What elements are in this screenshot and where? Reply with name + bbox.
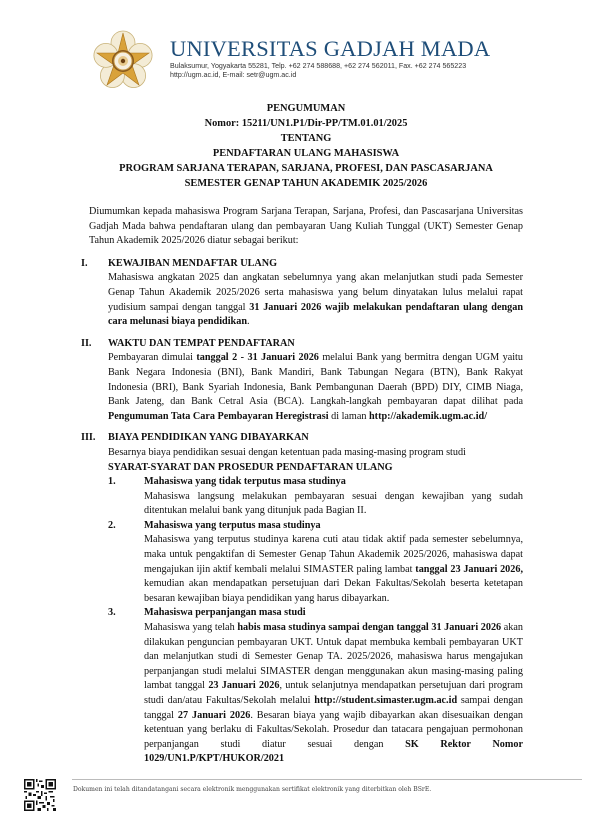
body-text: Mahasiswa yang telah [144,622,238,634]
body-bold-text: tanggal 2 - 31 Januari 2026 [196,352,319,364]
intro-paragraph: Diumumkan kepada mahasiswa Program Sarjana Terapan, Sarjana, Profesi, dan Pascasarjana Universitas Gadjah Mada bahwa pendaftaran ulang dan pembayaran Uang Kuliah Tunggal (UKT) Semester Genap Tahun Akademik 2025/2026 diatur sebagai berikut: [89,206,523,247]
body-text: Mahasiswa angkatan 2025 dan angkatan sebelumnya yang akan melanjutkan studi pada Semester Genap Tahun Akademik 2025/2026 serta mahasiswa yang belum dinyatakan lulus melalui rapat yudisium sampai dengan tanggal [108,272,523,313]
section-title: BIAYA PENDIDIKAN YANG DIBAYARKAN [108,432,309,444]
university-name: UNIVERSITAS GADJAH MADA [170,36,491,61]
list-number: 3. [108,607,116,619]
list-item-title: Mahasiswa perpanjangan masa studi [144,607,306,619]
body-text: . Besaran biaya yang wajib dibayarkan akan disesuaikan dengan ketentuan yang berlaku di Fakultas/Sekolah. Prosedur dan tatacara pengajuan permohonan perpanjangan studi diatur sesuai dengan [144,709,524,750]
footer [0,779,612,819]
section-title: KEWAJIBAN MENDAFTAR ULANG [108,257,278,269]
footer-divider [72,779,582,780]
section-number: II. [81,337,92,349]
body-text: melalui Bank yang bermitra dengan UGM yaitu Bank Negara Indonesia (BNI), Bank Mandiri, Bank Tabungan Negara (BTN), Bank Rakyat Indonesia (BRI), Bank Syariah Indonesia, Bank Pembangunan Daerah (BPD) DIY, CIMB Niaga, Bank Jateng, dan Bank Cetral Asia (BCA). Langkah-langkah pembayaran dapat dilihat pada [108,352,523,408]
body-text: kemudian akan mendapatkan persetujuan dari Dekan Fakultas/Sekolah beserta ketetapan besaran kewajiban biaya pendidikan yang harus dibayarkan. [144,578,523,604]
list-item [108,519,523,607]
section-number: III. [81,432,96,444]
heading-title: PENGUMUMAN [266,103,346,114]
section-kewajiban [81,257,523,330]
section-number: I. [81,257,88,269]
document-body [81,205,524,767]
body-text: di laman [328,410,370,422]
list-item-title: Mahasiswa yang terputus masa studinya [144,519,321,531]
body-bold-text: 31 Januari 2026 wajib melakukan pendaftaran ulang dengan cara melunasi biaya pendidikan [108,301,523,328]
body-text: Pembayaran dimulai [108,352,197,364]
body-bold-text: 27 Januari 2026 [177,709,251,721]
simaster-link[interactable]: http://student.simaster.ugm.ac.id [314,695,458,706]
heading-subject: PENDAFTARAN ULANG MAHASISWA [212,148,400,159]
body-bold-text: habis masa studinya sampai dengan tanggal 31 Januari 2026 [237,622,502,634]
body-bold-text: Pengumuman Tata Cara Pembayaran Heregistrasi [108,410,329,422]
list-item-body [144,533,523,606]
e-signature-note: Dokumen ini telah ditandatangani secara elektronik menggunakan sertifikat elektronik yang diterbitkan oleh BSrE. [73,785,432,793]
list-item-body [144,621,523,767]
contact-line: http://ugm.ac.id, E-mail: setr@ugm.ac.id [170,71,297,79]
body-bold-text: tanggal 23 Januari 2026, [415,563,524,575]
section-title: WAKTU DAN TEMPAT PENDAFTARAN [108,337,295,349]
list-number: 2. [108,519,116,531]
list-item-body: Mahasiswa langsung melakukan pembayaran sesuai dengan kewajiban yang sudah ditentukan melalui bank yang ditunjuk pada Bagian II. [144,490,523,517]
body-text: sampai dengan tanggal [144,695,523,721]
letterhead [88,28,558,92]
body-text: , untuk selanjutnya mendapatkan persetujuan dari program studi dan/atau Fakultas/Sekolah melalui [144,680,523,706]
section-body [108,271,523,329]
body-text: . [246,316,250,328]
section-body: Besarnya biaya pendidikan sesuai dengan ketentuan pada masing-masing program studi [108,446,466,458]
list-number: 1. [108,476,116,488]
akademik-link[interactable]: http://akademik.ugm.ac.id/ [369,410,488,422]
address-line: Bulaksumur, Yogyakarta 55281, Telp. +62 274 588688, +62 274 562011, Fax. +62 274 565223 [170,62,467,70]
heading-number: Nomor: 15211/UN1.P1/Dir-PP/TM.01.01/2025 [204,118,408,129]
procedure-subheading: SYARAT-SYARAT DAN PROSEDUR PENDAFTARAN ULANG [108,461,393,473]
list-item [108,606,523,767]
list-item-title: Mahasiswa yang tidak terputus masa studinya [144,476,346,488]
heading-about: TENTANG [280,133,332,144]
announcement-heading [60,101,552,191]
qr-code-icon [24,779,56,811]
section-biaya [81,431,524,767]
body-bold-text: 23 Januari 2026 [208,680,280,692]
heading-semester: SEMESTER GENAP TAHUN AKADEMIK 2025/2026 [184,178,428,189]
ugm-emblem-icon [92,30,154,92]
heading-programs: PROGRAM SARJANA TERAPAN, SARJANA, PROFESI, DAN PASCASARJANA [119,163,493,174]
body-bold-text: SK Rektor Nomor 1029/UN1.P/KPT/HUKOR/2021 [144,738,523,765]
section-waktu [81,337,523,425]
section-body [108,351,523,424]
list-item [108,475,523,519]
body-text: akan dilakukan penguncian pembayaran UKT. Untuk dapat membuka kembali pembayaran UKT dan melanjutkan studi di Semester Genap TA. 2025/2026, mahasiswa harus mengajukan perpanjangan studi melalui SIMASTER dengan menggunakan akun masing-masing paling lambat tanggal [144,622,524,692]
body-text: Mahasiswa yang terputus studinya karena cuti atau tidak aktif pada semester sebelumnya, maka untuk pengaktifan di Semester Genap Tahun Akademik 2025/2026, mahasiswa dapat mengajukan ijin aktif kembali melalui SIMASTER paling lambat [144,534,523,575]
